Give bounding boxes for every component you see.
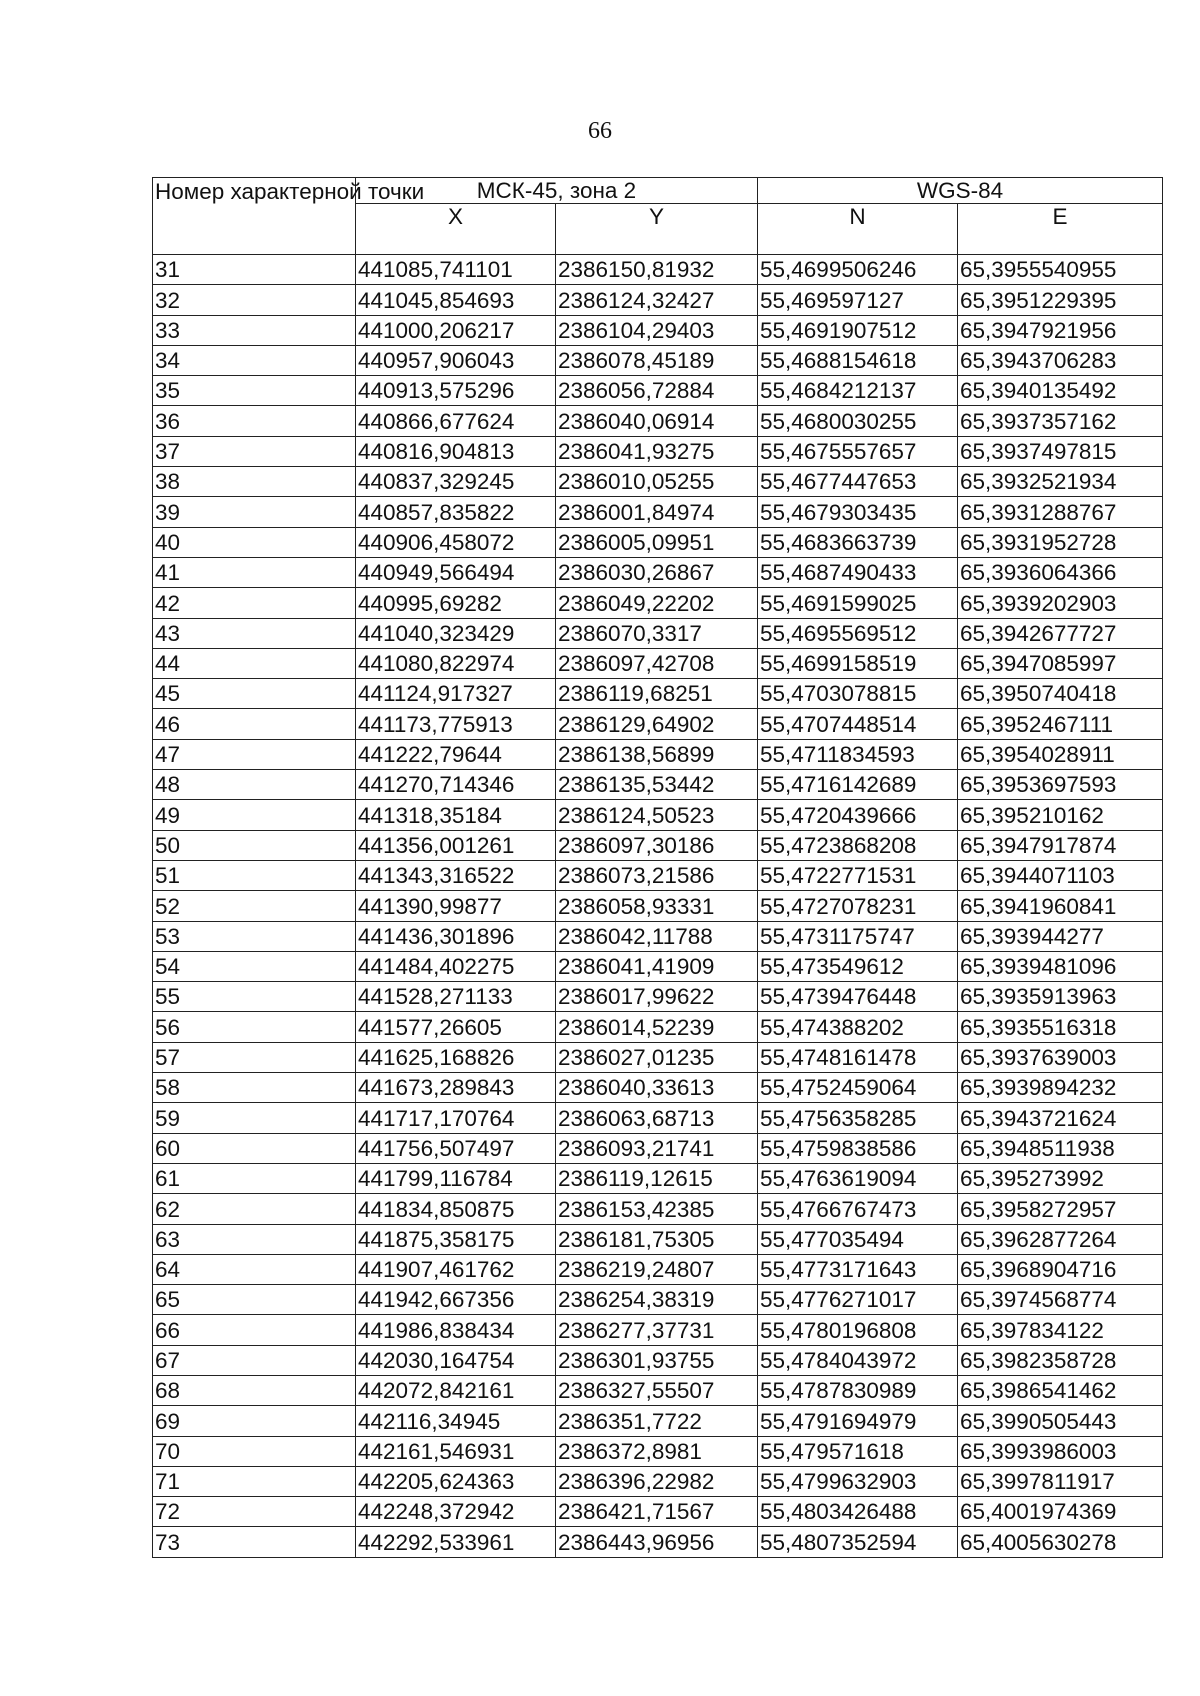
point-number-cell: 53 bbox=[153, 921, 356, 951]
table-row bbox=[153, 1406, 1163, 1436]
n-cell: 55,4684212137 bbox=[758, 376, 958, 406]
e-cell: 65,3940135492 bbox=[958, 376, 1163, 406]
table-row bbox=[153, 1254, 1163, 1284]
y-cell: 2386150,81932 bbox=[556, 255, 758, 285]
table-row bbox=[153, 527, 1163, 557]
y-cell: 2386119,68251 bbox=[556, 679, 758, 709]
table-row bbox=[153, 1315, 1163, 1345]
n-cell: 55,4675557657 bbox=[758, 436, 958, 466]
x-cell: 441356,001261 bbox=[356, 830, 556, 860]
point-number-cell: 46 bbox=[153, 709, 356, 739]
n-cell: 55,4766767473 bbox=[758, 1194, 958, 1224]
table-row bbox=[153, 315, 1163, 345]
point-number-cell: 65 bbox=[153, 1285, 356, 1315]
x-cell: 441045,854693 bbox=[356, 285, 556, 315]
msk-header: МСК-45, зона 2 bbox=[356, 178, 758, 204]
y-cell: 2386124,32427 bbox=[556, 285, 758, 315]
point-number-cell: 32 bbox=[153, 285, 356, 315]
n-cell: 55,4722771531 bbox=[758, 860, 958, 890]
e-cell: 65,395210162 bbox=[958, 800, 1163, 830]
y-cell: 2386014,52239 bbox=[556, 1012, 758, 1042]
n-cell: 55,4695569512 bbox=[758, 618, 958, 648]
table-row bbox=[153, 1042, 1163, 1072]
n-cell: 55,4723868208 bbox=[758, 830, 958, 860]
y-cell: 2386030,26867 bbox=[556, 557, 758, 587]
x-cell: 442248,372942 bbox=[356, 1497, 556, 1527]
table-row bbox=[153, 679, 1163, 709]
x-cell: 441799,116784 bbox=[356, 1163, 556, 1193]
table-row bbox=[153, 1224, 1163, 1254]
e-cell: 65,3990505443 bbox=[958, 1406, 1163, 1436]
point-number-cell: 71 bbox=[153, 1466, 356, 1496]
y-cell: 2386063,68713 bbox=[556, 1103, 758, 1133]
y-cell: 2386097,30186 bbox=[556, 830, 758, 860]
e-cell: 65,3944071103 bbox=[958, 860, 1163, 890]
n-cell: 55,4699158519 bbox=[758, 648, 958, 678]
e-cell: 65,3937497815 bbox=[958, 436, 1163, 466]
point-number-cell: 47 bbox=[153, 739, 356, 769]
table-row bbox=[153, 588, 1163, 618]
x-cell: 441907,461762 bbox=[356, 1254, 556, 1284]
x-cell: 441173,775913 bbox=[356, 709, 556, 739]
point-number-cell: 64 bbox=[153, 1254, 356, 1284]
x-cell: 441318,35184 bbox=[356, 800, 556, 830]
n-cell: 55,4739476448 bbox=[758, 982, 958, 1012]
table-row bbox=[153, 951, 1163, 981]
table-row bbox=[153, 557, 1163, 587]
x-cell: 441875,358175 bbox=[356, 1224, 556, 1254]
point-number-cell: 38 bbox=[153, 467, 356, 497]
table-row bbox=[153, 1103, 1163, 1133]
y-cell: 2386327,55507 bbox=[556, 1375, 758, 1405]
n-cell: 55,4707448514 bbox=[758, 709, 958, 739]
e-cell: 65,3941960841 bbox=[958, 891, 1163, 921]
coordinates-table bbox=[152, 177, 1163, 1558]
n-cell: 55,4807352594 bbox=[758, 1527, 958, 1557]
y-cell: 2386443,96956 bbox=[556, 1527, 758, 1557]
n-cell: 55,4720439666 bbox=[758, 800, 958, 830]
point-number-cell: 69 bbox=[153, 1406, 356, 1436]
x-cell: 440913,575296 bbox=[356, 376, 556, 406]
point-number-cell: 39 bbox=[153, 497, 356, 527]
n-cell: 55,473549612 bbox=[758, 951, 958, 981]
point-number-cell: 73 bbox=[153, 1527, 356, 1557]
e-cell: 65,3962877264 bbox=[958, 1224, 1163, 1254]
x-cell: 442072,842161 bbox=[356, 1375, 556, 1405]
e-cell: 65,3942677727 bbox=[958, 618, 1163, 648]
y-cell: 2386097,42708 bbox=[556, 648, 758, 678]
point-number-cell: 36 bbox=[153, 406, 356, 436]
y-cell: 2386135,53442 bbox=[556, 770, 758, 800]
e-cell: 65,3931288767 bbox=[958, 497, 1163, 527]
x-cell: 442292,533961 bbox=[356, 1527, 556, 1557]
e-cell: 65,395273992 bbox=[958, 1163, 1163, 1193]
e-cell: 65,3952467111 bbox=[958, 709, 1163, 739]
e-cell: 65,3951229395 bbox=[958, 285, 1163, 315]
x-cell: 442161,546931 bbox=[356, 1436, 556, 1466]
x-cell: 441528,271133 bbox=[356, 982, 556, 1012]
table-row bbox=[153, 1133, 1163, 1163]
y-cell: 2386005,09951 bbox=[556, 527, 758, 557]
x-cell: 440857,835822 bbox=[356, 497, 556, 527]
point-number-cell: 31 bbox=[153, 255, 356, 285]
e-cell: 65,3931952728 bbox=[958, 527, 1163, 557]
point-number-cell: 61 bbox=[153, 1163, 356, 1193]
y-cell: 2386058,93331 bbox=[556, 891, 758, 921]
y-header: Y bbox=[556, 204, 758, 255]
y-cell: 2386351,7722 bbox=[556, 1406, 758, 1436]
n-cell: 55,4716142689 bbox=[758, 770, 958, 800]
table-row bbox=[153, 1345, 1163, 1375]
n-cell: 55,4748161478 bbox=[758, 1042, 958, 1072]
y-cell: 2386040,33613 bbox=[556, 1073, 758, 1103]
n-cell: 55,469597127 bbox=[758, 285, 958, 315]
e-cell: 65,3947921956 bbox=[958, 315, 1163, 345]
x-cell: 440957,906043 bbox=[356, 345, 556, 375]
e-cell: 65,3950740418 bbox=[958, 679, 1163, 709]
x-cell: 441756,507497 bbox=[356, 1133, 556, 1163]
e-cell: 65,3986541462 bbox=[958, 1375, 1163, 1405]
e-cell: 65,3937639003 bbox=[958, 1042, 1163, 1072]
e-cell: 65,3982358728 bbox=[958, 1345, 1163, 1375]
n-cell: 55,4752459064 bbox=[758, 1073, 958, 1103]
table-row bbox=[153, 770, 1163, 800]
e-cell: 65,4005630278 bbox=[958, 1527, 1163, 1557]
n-cell: 55,4780196808 bbox=[758, 1315, 958, 1345]
x-cell: 441040,323429 bbox=[356, 618, 556, 648]
n-cell: 55,4683663739 bbox=[758, 527, 958, 557]
x-cell: 441390,99877 bbox=[356, 891, 556, 921]
header-row-main bbox=[153, 178, 1163, 204]
y-cell: 2386129,64902 bbox=[556, 709, 758, 739]
e-cell: 65,3939894232 bbox=[958, 1073, 1163, 1103]
point-number-cell: 40 bbox=[153, 527, 356, 557]
e-cell: 65,3955540955 bbox=[958, 255, 1163, 285]
x-cell: 441484,402275 bbox=[356, 951, 556, 981]
table-row bbox=[153, 285, 1163, 315]
y-cell: 2386124,50523 bbox=[556, 800, 758, 830]
e-cell: 65,3937357162 bbox=[958, 406, 1163, 436]
e-cell: 65,3947917874 bbox=[958, 830, 1163, 860]
y-cell: 2386010,05255 bbox=[556, 467, 758, 497]
page-number: 66 bbox=[588, 118, 612, 144]
n-cell: 55,4679303435 bbox=[758, 497, 958, 527]
point-number-cell: 42 bbox=[153, 588, 356, 618]
x-cell: 441942,667356 bbox=[356, 1285, 556, 1315]
table-row bbox=[153, 1466, 1163, 1496]
table-row bbox=[153, 648, 1163, 678]
n-cell: 55,4687490433 bbox=[758, 557, 958, 587]
table-row bbox=[153, 891, 1163, 921]
x-cell: 440995,69282 bbox=[356, 588, 556, 618]
x-cell: 442030,164754 bbox=[356, 1345, 556, 1375]
point-number-cell: 52 bbox=[153, 891, 356, 921]
x-cell: 441717,170764 bbox=[356, 1103, 556, 1133]
table-row bbox=[153, 497, 1163, 527]
e-cell: 65,3939202903 bbox=[958, 588, 1163, 618]
n-cell: 55,479571618 bbox=[758, 1436, 958, 1466]
table-row bbox=[153, 1285, 1163, 1315]
n-cell: 55,4703078815 bbox=[758, 679, 958, 709]
y-cell: 2386056,72884 bbox=[556, 376, 758, 406]
y-cell: 2386104,29403 bbox=[556, 315, 758, 345]
point-number-cell: 34 bbox=[153, 345, 356, 375]
x-cell: 440816,904813 bbox=[356, 436, 556, 466]
point-number-cell: 56 bbox=[153, 1012, 356, 1042]
wgs-header: WGS-84 bbox=[758, 178, 1163, 204]
y-cell: 2386138,56899 bbox=[556, 739, 758, 769]
table-row bbox=[153, 376, 1163, 406]
e-cell: 65,3932521934 bbox=[958, 467, 1163, 497]
y-cell: 2386040,06914 bbox=[556, 406, 758, 436]
x-cell: 440866,677624 bbox=[356, 406, 556, 436]
y-cell: 2386042,11788 bbox=[556, 921, 758, 951]
e-cell: 65,3948511938 bbox=[958, 1133, 1163, 1163]
table-row bbox=[153, 1527, 1163, 1557]
e-cell: 65,3936064366 bbox=[958, 557, 1163, 587]
x-cell: 442116,34945 bbox=[356, 1406, 556, 1436]
point-number-cell: 37 bbox=[153, 436, 356, 466]
e-cell: 65,3939481096 bbox=[958, 951, 1163, 981]
point-number-cell: 57 bbox=[153, 1042, 356, 1072]
point-number-cell: 68 bbox=[153, 1375, 356, 1405]
n-header: N bbox=[758, 204, 958, 255]
n-cell: 55,4773171643 bbox=[758, 1254, 958, 1284]
y-cell: 2386153,42385 bbox=[556, 1194, 758, 1224]
point-number-cell: 60 bbox=[153, 1133, 356, 1163]
x-cell: 441436,301896 bbox=[356, 921, 556, 951]
table-row bbox=[153, 1073, 1163, 1103]
n-cell: 55,4803426488 bbox=[758, 1497, 958, 1527]
x-cell: 440949,566494 bbox=[356, 557, 556, 587]
n-cell: 55,4787830989 bbox=[758, 1375, 958, 1405]
table-row bbox=[153, 1497, 1163, 1527]
n-cell: 55,4763619094 bbox=[758, 1163, 958, 1193]
x-cell: 441986,838434 bbox=[356, 1315, 556, 1345]
point-number-cell: 51 bbox=[153, 860, 356, 890]
y-cell: 2386372,8981 bbox=[556, 1436, 758, 1466]
table-row bbox=[153, 1012, 1163, 1042]
y-cell: 2386181,75305 bbox=[556, 1224, 758, 1254]
point-number-cell: 44 bbox=[153, 648, 356, 678]
e-cell: 65,3935516318 bbox=[958, 1012, 1163, 1042]
point-number-cell: 62 bbox=[153, 1194, 356, 1224]
e-cell: 65,4001974369 bbox=[958, 1497, 1163, 1527]
n-cell: 55,4691599025 bbox=[758, 588, 958, 618]
n-cell: 55,4699506246 bbox=[758, 255, 958, 285]
point-number-cell: 50 bbox=[153, 830, 356, 860]
table-row bbox=[153, 1163, 1163, 1193]
x-cell: 441270,714346 bbox=[356, 770, 556, 800]
n-cell: 55,474388202 bbox=[758, 1012, 958, 1042]
x-cell: 440906,458072 bbox=[356, 527, 556, 557]
table-header bbox=[153, 178, 1163, 255]
e-cell: 65,393944277 bbox=[958, 921, 1163, 951]
y-cell: 2386421,71567 bbox=[556, 1497, 758, 1527]
y-cell: 2386277,37731 bbox=[556, 1315, 758, 1345]
point-number-cell: 70 bbox=[153, 1436, 356, 1466]
n-cell: 55,4680030255 bbox=[758, 406, 958, 436]
x-cell: 441080,822974 bbox=[356, 648, 556, 678]
x-cell: 441577,26605 bbox=[356, 1012, 556, 1042]
y-cell: 2386049,22202 bbox=[556, 588, 758, 618]
point-number-cell: 72 bbox=[153, 1497, 356, 1527]
point-number-cell: 59 bbox=[153, 1103, 356, 1133]
table-row bbox=[153, 739, 1163, 769]
n-cell: 55,4691907512 bbox=[758, 315, 958, 345]
table-row bbox=[153, 921, 1163, 951]
point-number-cell: 49 bbox=[153, 800, 356, 830]
table-row bbox=[153, 467, 1163, 497]
n-cell: 55,4791694979 bbox=[758, 1406, 958, 1436]
n-cell: 55,4756358285 bbox=[758, 1103, 958, 1133]
point-number-cell: 35 bbox=[153, 376, 356, 406]
n-cell: 55,4784043972 bbox=[758, 1345, 958, 1375]
y-cell: 2386041,41909 bbox=[556, 951, 758, 981]
e-cell: 65,397834122 bbox=[958, 1315, 1163, 1345]
table-row bbox=[153, 800, 1163, 830]
x-cell: 441343,316522 bbox=[356, 860, 556, 890]
e-cell: 65,3935913963 bbox=[958, 982, 1163, 1012]
e-cell: 65,3953697593 bbox=[958, 770, 1163, 800]
n-cell: 55,4688154618 bbox=[758, 345, 958, 375]
table-row bbox=[153, 255, 1163, 285]
y-cell: 2386041,93275 bbox=[556, 436, 758, 466]
e-header: E bbox=[958, 204, 1163, 255]
n-cell: 55,4711834593 bbox=[758, 739, 958, 769]
point-number-cell: 66 bbox=[153, 1315, 356, 1345]
n-cell: 55,477035494 bbox=[758, 1224, 958, 1254]
x-cell: 441222,79644 bbox=[356, 739, 556, 769]
point-number-cell: 58 bbox=[153, 1073, 356, 1103]
e-cell: 65,3954028911 bbox=[958, 739, 1163, 769]
x-header: X bbox=[356, 204, 556, 255]
x-cell: 440837,329245 bbox=[356, 467, 556, 497]
table-row bbox=[153, 618, 1163, 648]
table-row bbox=[153, 1436, 1163, 1466]
y-cell: 2386017,99622 bbox=[556, 982, 758, 1012]
y-cell: 2386119,12615 bbox=[556, 1163, 758, 1193]
table-body bbox=[153, 255, 1163, 1558]
e-cell: 65,3947085997 bbox=[958, 648, 1163, 678]
y-cell: 2386301,93755 bbox=[556, 1345, 758, 1375]
n-cell: 55,4727078231 bbox=[758, 891, 958, 921]
n-cell: 55,4776271017 bbox=[758, 1285, 958, 1315]
x-cell: 441673,289843 bbox=[356, 1073, 556, 1103]
point-number-cell: 67 bbox=[153, 1345, 356, 1375]
x-cell: 441085,741101 bbox=[356, 255, 556, 285]
e-cell: 65,3943721624 bbox=[958, 1103, 1163, 1133]
point-number-cell: 63 bbox=[153, 1224, 356, 1254]
table-row bbox=[153, 1375, 1163, 1405]
n-cell: 55,4799632903 bbox=[758, 1466, 958, 1496]
e-cell: 65,3997811917 bbox=[958, 1466, 1163, 1496]
table-row bbox=[153, 709, 1163, 739]
x-cell: 441625,168826 bbox=[356, 1042, 556, 1072]
n-cell: 55,4759838586 bbox=[758, 1133, 958, 1163]
y-cell: 2386078,45189 bbox=[556, 345, 758, 375]
y-cell: 2386254,38319 bbox=[556, 1285, 758, 1315]
x-cell: 441000,206217 bbox=[356, 315, 556, 345]
y-cell: 2386070,3317 bbox=[556, 618, 758, 648]
point-number-cell: 54 bbox=[153, 951, 356, 981]
y-cell: 2386093,21741 bbox=[556, 1133, 758, 1163]
y-cell: 2386027,01235 bbox=[556, 1042, 758, 1072]
table-row bbox=[153, 406, 1163, 436]
e-cell: 65,3968904716 bbox=[958, 1254, 1163, 1284]
point-number-cell: 48 bbox=[153, 770, 356, 800]
y-cell: 2386396,22982 bbox=[556, 1466, 758, 1496]
x-cell: 441124,917327 bbox=[356, 679, 556, 709]
table-row bbox=[153, 982, 1163, 1012]
table-row bbox=[153, 345, 1163, 375]
point-number-cell: 43 bbox=[153, 618, 356, 648]
e-cell: 65,3958272957 bbox=[958, 1194, 1163, 1224]
n-cell: 55,4677447653 bbox=[758, 467, 958, 497]
table-row bbox=[153, 436, 1163, 466]
e-cell: 65,3943706283 bbox=[958, 345, 1163, 375]
point-number-cell: 55 bbox=[153, 982, 356, 1012]
point-number-cell: 41 bbox=[153, 557, 356, 587]
y-cell: 2386219,24807 bbox=[556, 1254, 758, 1284]
point-number-header: Номер характерной точки bbox=[153, 178, 356, 255]
table-row bbox=[153, 860, 1163, 890]
point-number-cell: 33 bbox=[153, 315, 356, 345]
table-row bbox=[153, 830, 1163, 860]
x-cell: 442205,624363 bbox=[356, 1466, 556, 1496]
table-row bbox=[153, 1194, 1163, 1224]
y-cell: 2386001,84974 bbox=[556, 497, 758, 527]
y-cell: 2386073,21586 bbox=[556, 860, 758, 890]
n-cell: 55,4731175747 bbox=[758, 921, 958, 951]
e-cell: 65,3993986003 bbox=[958, 1436, 1163, 1466]
point-number-cell: 45 bbox=[153, 679, 356, 709]
x-cell: 441834,850875 bbox=[356, 1194, 556, 1224]
e-cell: 65,3974568774 bbox=[958, 1285, 1163, 1315]
